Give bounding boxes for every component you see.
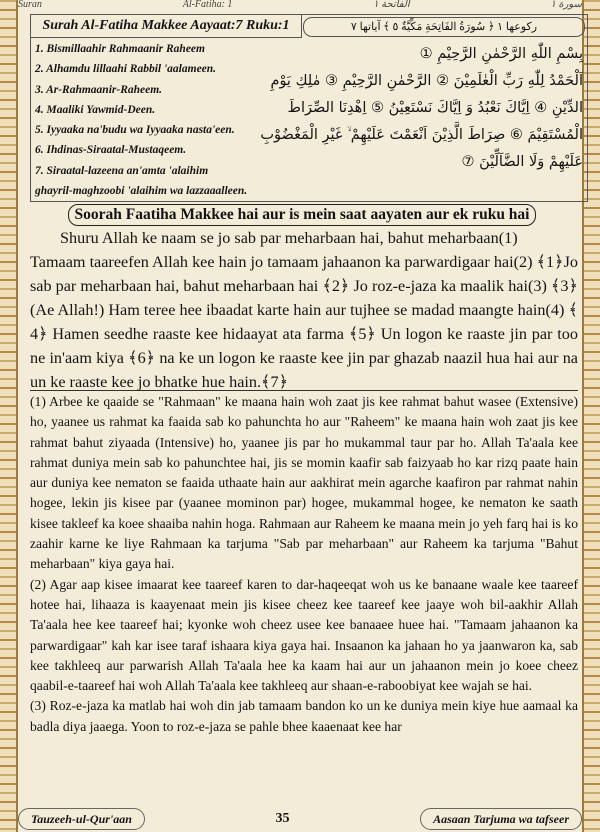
arabic-line: الْمُسْتَقِيْمَ ⑥ صِرَاطَ الَّذِيْنَ اَنْعَمْتَ عَلَيْهِمْ ۙ غَيْرِ الْمَغْضُوْبِ <box>260 127 583 143</box>
verse-line: ghayril-maghzoobi 'alaihim wa lazzaaalleen. <box>35 185 248 198</box>
tafseer-notes <box>30 392 578 737</box>
verse-line: 7. Siraatal-lazeena an'amta 'alaihim <box>35 164 209 177</box>
surah-box <box>30 14 588 202</box>
translation-basmala: Shuru Allah ke naam se jo sab par meharbaan hai, bahut meharbaan(1) <box>60 229 518 247</box>
verse-line: 4. Maaliki Yawmid-Deen. <box>35 103 156 116</box>
header-center-left: Al-Fatiha: 1 <box>182 0 233 10</box>
verse-line: 5. Iyyaaka na'budu wa Iyyaaka nasta'een. <box>35 124 235 137</box>
verse-line: 6. Ihdinas-Siraatal-Mustaqeem. <box>35 144 187 157</box>
arabic-surah-banner: رکوعها ١ ﴿ سُورَةُ الفَاتِحَةِ مَكِّيَّةٌ ٥ ﴾ آياتها ٧ <box>303 17 585 37</box>
footer-book-title: Tauzeeh-ul-Qur'aan <box>18 808 145 830</box>
footer <box>18 806 582 832</box>
translation-body: Tamaam taareefen Allah kee hain jo tamaam jahaanon ka parwardigaar hai(2) ﴾1﴿Jo sab par meharbaan hai, bahut meharbaan hai ﴾2﴿ Jo roz-e-jaza ka maalik hai(3) ﴾3﴿ (Ae Allah!) Ham teree hee ibaadat karte hain aur tujhee se madad maangte hain(4) ﴾4﴿ Hamen seedhe raaste kee hidaayat ata farma ﴾5﴿ Un logon ke raaste jin par too ne in'aam kiya ﴾6﴿ na ke un logon ke raaste kee jin par ghazab naazil hua hai aur na un ke raaste kee jo bhatke hue hain.﴾7﴿ <box>30 253 578 391</box>
arabic-line: بِسْمِ اللّٰهِ الرَّحْمٰنِ الرَّحِيْمِ ① <box>419 46 583 62</box>
verse-line: 2. Alhamdu lillaahi Rabbil 'aalameen. <box>35 63 217 76</box>
footer-subtitle: Aasaan Tarjuma wa tafseer <box>420 808 582 830</box>
border-line-left <box>16 0 18 832</box>
ornamental-border-left <box>0 0 16 832</box>
surah-title: Surah Al-Fatiha Makkee Aayaat:7 Ruku:1 <box>31 15 302 38</box>
header-center-right: الفاتحة ١ <box>373 0 410 10</box>
verse-line: 3. Ar-Rahmaanir-Raheem. <box>35 83 163 96</box>
arabic-line: اَلْحَمْدُ لِلّٰهِ رَبِّ الْعٰلَمِيْنَ ② الرَّحْمٰنِ الرَّحِيْمِ ③ مٰلِكِ يَوْمِ <box>270 73 583 89</box>
note-2: (2) Agar aap kisee imaarat kee taareef karen to dar-haqeeqat woh us ke banaane waale kee taareef hotee hai, lihaaza is kaayenaat mein jis kisee cheez kee taareef kee jaaye woh bil-aakhir Allah Ta'aala hee kee taareef hai; kyonke woh cheez usee kee banaaee huee hai. "Tamaam jahaanon ka parwardigaar" kah kar isee taraf ishaara kiya gaya hai. Insaanon ka jahaan ho ya jaanwaron ka, sab kee takhleeq aur parwarish Allah Ta'aala hee ka kaam hai aur un jahaanon mein jo koee cheez qaabil-e-taareef hai woh Allah Ta'aala kee takhleeq aur shaan-e-raboobiyat kee wajah se hai. <box>30 576 578 694</box>
soorah-heading: Soorah Faatiha Makkee hai aur is mein saat aayaten aur ek ruku hai <box>68 204 536 226</box>
header-right: سورة ١ <box>550 0 582 10</box>
note-1: (1) Arbee ke qaaide se "Rahmaan" ke maana hain woh zaat jis kee rahmat bahut wasee (Extensive) ho, yaanee us rahmat ka faaida sab ko pahunchta ho aur "Raheem" ke maana hain woh zaat jis kee rahmat bahut ziyaada (Intensive) ho, yaanee jis par ho mukammal taur par ho. Allah Ta'aala kee rahmat duniya mein sab ko pahunchtee hai, jis se momin kaafir sab faizyaab ho kar rizq paate hain aur duniya kee nematon se faaida uthaate hain aur aakhirat mein agarche kaafiron par rahmat nahin hogee, lekin jis kisee par (yaanee mominon par) hogee, mukammal hogee, ke nematon ke saath kisee takleef ka koee shaaiba nahin hoga. Rahmaan aur Raheem ke maana mein jo yeh farq hai is ko zaahir karne ke liye Rahmaan ka tarjuma "Sab par meharbaan" aur Raheem ka tarjuma "Bahut meharbaan" kiya gaya hai. <box>30 394 578 572</box>
transliteration-list <box>35 39 297 201</box>
arabic-line: عَلَيْهِمْ وَلَا الضَّآلِّيْنَ ⑦ <box>461 154 583 170</box>
running-header <box>18 0 582 10</box>
note-3: (3) Roz-e-jaza ka matlab hai woh din jab tamaam bandon ko un ke duniya mein kiye hue aamaal ka badla diya jaaega. Yoon to roz-e-jaza se pahle bhee kaaenaat kee har <box>30 698 578 734</box>
arabic-text <box>260 41 583 176</box>
divider <box>30 390 578 391</box>
page-number: 35 <box>275 811 290 826</box>
header-left: Suran <box>18 0 42 10</box>
translation <box>30 226 578 394</box>
arabic-line: الدِّيْنِ ④ اِيَّاكَ نَعْبُدُ وَ اِيَّاكَ نَسْتَعِيْنُ ⑤ اِهْدِنَا الصِّرَاطَ <box>287 100 583 116</box>
verse-line: 1. Bismillaahir Rahmaanir Raheem <box>35 43 205 55</box>
